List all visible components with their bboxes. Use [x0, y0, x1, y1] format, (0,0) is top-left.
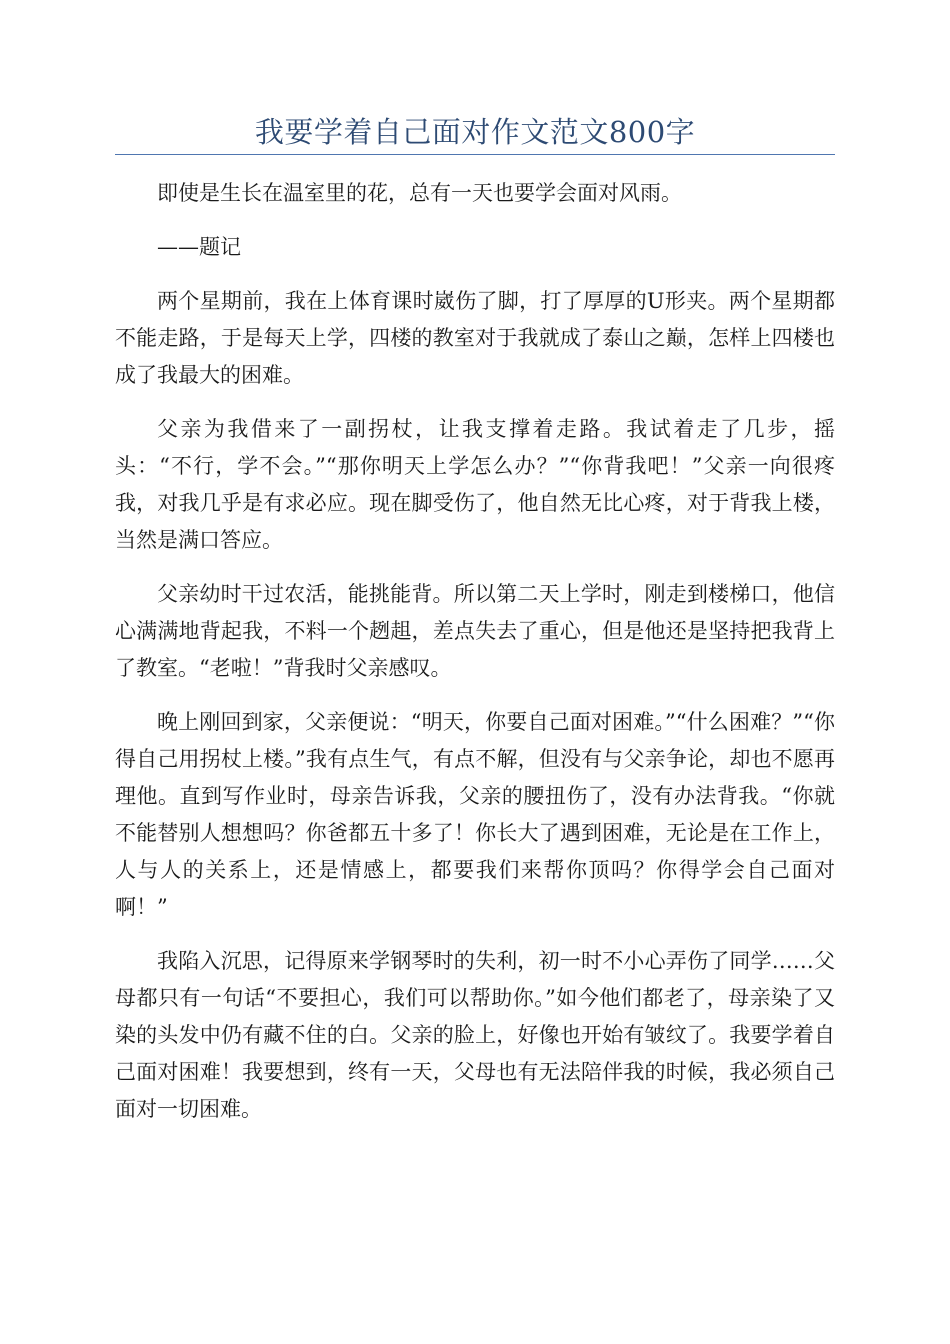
title-underline-divider — [115, 154, 835, 155]
paragraph-epigraph: 即使是生长在温室里的花，总有一天也要学会面对风雨。 — [157, 181, 682, 205]
document-body — [115, 175, 835, 1145]
paragraph-epigraph-attribution: ——题记 — [157, 235, 241, 259]
paragraph: 父亲为我借来了一副拐杖，让我支撑着走路。我试着走了几步，摇头：“不行，学不会。”“那你明天上学怎么办？”“你背我吧！”父亲一向很疼我，对我几乎是有求必应。现在脚受伤了，他自然无比心疼，对于背我上楼，当然是满口答应。 — [115, 417, 835, 552]
paragraph: 两个星期前，我在上体育课时崴伤了脚，打了厚厚的U形夹。两个星期都不能走路，于是每天上学，四楼的教室对于我就成了泰山之巅，怎样上四楼也成了我最大的困难。 — [115, 289, 835, 387]
paragraph: 父亲幼时干过农活，能挑能背。所以第二天上学时，刚走到楼梯口，他信心满满地背起我，不料一个趔趄，差点失去了重心，但是他还是坚持把我背上了教室。“老啦！”背我时父亲感叹。 — [115, 582, 835, 680]
document-title: 我要学着自己面对作文范文800字 — [254, 115, 696, 149]
paragraph: 我陷入沉思，记得原来学钢琴时的失利，初一时不小心弄伤了同学……父母都只有一句话“不要担心，我们可以帮助你。”如今他们都老了，母亲染了又染的头发中仍有藏不住的白。父亲的脸上，好像也开始有皱纹了。我要学着自己面对困难！我要想到，终有一天，父母也有无法陪伴我的时候，我必须自己面对一切困难。 — [115, 949, 835, 1121]
paragraph: 晚上刚回到家，父亲便说：“明天，你要自己面对困难。”“什么困难？”“你得自己用拐杖上楼。”我有点生气，有点不解，但没有与父亲争论，却也不愿再理他。直到写作业时，母亲告诉我，父亲的腰扭伤了，没有办法背我。“你就不能替别人想想吗？你爸都五十多了！你长大了遇到困难，无论是在工作上，人与人的关系上，还是情感上，都要我们来帮你顶吗？你得学会自己面对啊！” — [115, 710, 835, 919]
